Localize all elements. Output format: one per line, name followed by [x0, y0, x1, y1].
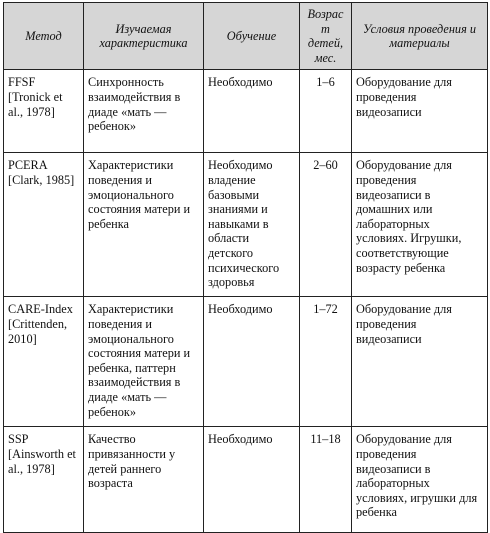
table-row — [4, 297, 488, 427]
cell-training: Необходимо владение базовыми знаниями и навыками в области детского психического здоровья — [204, 153, 300, 297]
cell-method: FFSF [Tronick et al., 1978] — [4, 70, 84, 153]
header-characteristic: Изучаемая характеристика — [84, 3, 204, 70]
table-row — [4, 427, 488, 533]
cell-characteristic: Характеристики поведения и эмоционального состояния матери и ребенка, паттерн взаимодействия в диаде «мать — ребенок» — [84, 297, 204, 427]
cell-conditions: Оборудование для проведения видеозаписи — [352, 70, 488, 153]
cell-conditions: Оборудование для проведения видеозаписи — [352, 297, 488, 427]
cell-conditions: Оборудование для проведения видеозаписи в домашних или лабораторных условиях. Игрушки, соответствующие возрасту ребенка — [352, 153, 488, 297]
cell-age: 1–72 — [300, 297, 352, 427]
header-method: Метод — [4, 3, 84, 70]
cell-training: Необходимо — [204, 297, 300, 427]
table-header — [4, 3, 488, 70]
table-row — [4, 70, 488, 153]
cell-characteristic: Характеристики поведения и эмоционального состояния матери и ребенка — [84, 153, 204, 297]
cell-characteristic: Синхронность взаимодействия в диаде «мать — ребенок» — [84, 70, 204, 153]
cell-age: 2–60 — [300, 153, 352, 297]
cell-training: Необходимо — [204, 70, 300, 153]
table-row — [4, 153, 488, 297]
methods-table — [3, 2, 488, 533]
header-age: Возраст детей, мес. — [300, 3, 352, 70]
header-conditions: Условия проведения и материалы — [352, 3, 488, 70]
table-body — [4, 70, 488, 533]
header-training: Обучение — [204, 3, 300, 70]
cell-method: SSP [Ainsworth et al., 1978] — [4, 427, 84, 533]
header-row — [4, 3, 488, 70]
cell-method: CARE-Index [Crittenden, 2010] — [4, 297, 84, 427]
cell-training: Необходимо — [204, 427, 300, 533]
cell-method: PCERA [Clark, 1985] — [4, 153, 84, 297]
cell-conditions: Оборудование для проведения видеозаписи в лабораторных условиях, игрушки для ребенка — [352, 427, 488, 533]
cell-age: 1–6 — [300, 70, 352, 153]
cell-age: 11–18 — [300, 427, 352, 533]
cell-characteristic: Качество привязанности у детей раннего возраста — [84, 427, 204, 533]
